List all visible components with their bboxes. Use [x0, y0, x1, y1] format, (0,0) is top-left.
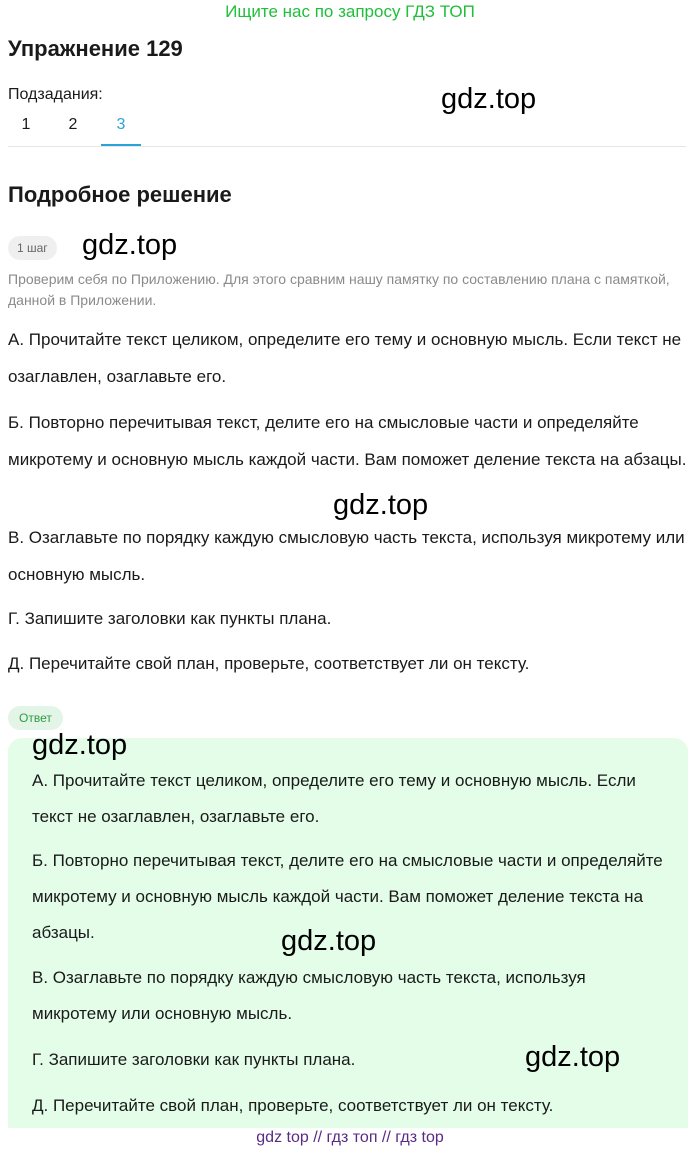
- solution-item-d: Д. Перечитайте свой план, проверьте, соответствует ли он тексту.: [8, 654, 530, 673]
- solution-item-a: А. Прочитайте текст целиком, определите его тему и основную мысль. Если текст не озаглавлен, озаглавьте его.: [8, 330, 682, 386]
- tab-subtask-1[interactable]: 1: [21, 116, 31, 133]
- tabs-divider: [8, 146, 686, 147]
- answer-item-g: Г. Запишите заголовки как пункты плана.: [32, 1050, 356, 1069]
- solution-hint: Проверим себя по Приложению. Для этого сравним нашу памятку по составлению плана с памяткой, данной в Приложении.: [8, 271, 670, 308]
- page-title: Упражнение 129: [8, 36, 183, 61]
- answer-item-d: Д. Перечитайте свой план, проверьте, соответствует ли он тексту.: [32, 1096, 554, 1115]
- answer-item-a: А. Прочитайте текст целиком, определите его тему и основную мысль. Если текст не озаглавлен, озаглавьте его.: [32, 771, 636, 826]
- answer-chip: Ответ: [8, 706, 63, 730]
- watermark: gdz.top: [333, 489, 429, 521]
- active-tab-indicator: [101, 144, 141, 146]
- answer-item-v: В. Озаглавьте по порядку каждую смысловую часть текста, используя микротему или основную мысль.: [32, 968, 586, 1023]
- watermark: gdz.top: [281, 925, 377, 957]
- watermark: gdz.top: [32, 729, 128, 761]
- answer-item-b: Б. Повторно перечитывая текст, делите его на смысловые части и определяйте микротему и основную мысль каждой части. Вам поможет деление текста на абзацы.: [32, 851, 663, 942]
- top-banner[interactable]: Ищите нас по запросу ГДЗ ТОП: [225, 2, 475, 21]
- watermark: gdz.top: [525, 1041, 621, 1073]
- solution-item-g: Г. Запишите заголовки как пункты плана.: [8, 609, 332, 628]
- footer-links[interactable]: gdz top // гдз топ // гдз top: [256, 1129, 444, 1146]
- solution-title: Подробное решение: [8, 182, 232, 207]
- step-chip: 1 шаг: [8, 236, 57, 260]
- tab-subtask-2[interactable]: 2: [68, 116, 78, 133]
- tab-subtask-3[interactable]: 3: [116, 116, 126, 133]
- watermark: gdz.top: [82, 229, 178, 261]
- solution-item-v: В. Озаглавьте по порядку каждую смысловую часть текста, используя микротему или основную мысль.: [8, 528, 685, 584]
- solution-item-b: Б. Повторно перечитывая текст, делите его на смысловые части и определяйте микротему и основную мысль каждой части. Вам поможет деление текста на абзацы.: [8, 413, 687, 469]
- subtasks-label: Подзадания:: [8, 86, 103, 103]
- watermark: gdz.top: [441, 83, 537, 115]
